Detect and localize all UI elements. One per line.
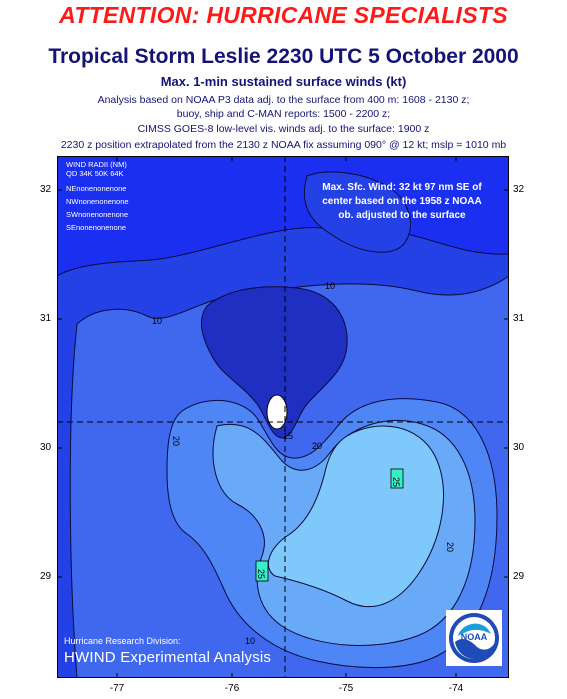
noaa-logo-text: NOAA [460,632,488,642]
lat-tick-right: 32 [513,184,525,195]
lon-tick: -75 [338,683,354,694]
wind-analysis-map [57,156,509,678]
lat-tick-left: 29 [40,571,52,582]
contour-label: 20 [171,436,181,447]
lat-tick-right: 31 [513,313,525,324]
map-subtitle: Max. 1-min sustained surface winds (kt) [160,74,407,89]
contour-label: 10 [325,281,336,291]
contour-label-box-25b [256,561,268,581]
contour-label: 10 [245,636,256,646]
info-line-cimss: CIMSS GOES-8 low-level vis. winds adj. to the surface: 1900 z [137,123,430,135]
contour-label: 20 [445,542,455,553]
max-wind-note-line: ob. adjusted to the surface [338,210,466,221]
lon-tick: -77 [109,683,125,694]
wind-radii-row-sw: SWnonenonenone [66,210,129,219]
info-line-buoy: buoy, ship and C-MAN reports: 1500 - 2200 z; [176,108,391,120]
info-line-p3: Analysis based on NOAA P3 data adj. to the surface from 400 m: 1608 - 2130 z; [97,94,470,106]
storm-center-nodata [267,395,287,429]
info-line-position: 2230 z position extrapolated from the 2130 z NOAA fix assuming 090° @ 12 kt; mslp = 1010 mb [60,139,507,151]
attention-banner: ATTENTION: HURRICANE SPECIALISTS [59,2,508,28]
max-wind-note-line: Max. Sfc. Wind: 32 kt 97 nm SE of [322,182,482,193]
lat-tick-left: 30 [40,442,52,453]
hwind-product-label: HWIND Experimental Analysis [64,649,272,666]
contour-label: 10 [152,316,163,326]
contour-label: 20 [312,441,323,451]
contour-label: 25 [391,477,401,488]
wind-radii-title: WIND RADII (NM) [66,160,127,169]
wind-radii-row-ne: NEnonenonenone [66,184,127,193]
lon-tick: -74 [448,683,464,694]
contour-label: 25 [256,569,266,580]
noaa-logo-icon [446,610,502,666]
contour-label: 15 [283,431,294,441]
contour-label-box-25a [391,469,403,488]
wind-radii-header: QD 34K 50K 64K [66,169,124,178]
lat-tick-right: 30 [513,442,525,453]
wind-radii-row-nw: NWnonenonenone [66,197,129,206]
map-title: Tropical Storm Leslie 2230 UTC 5 October 2000 [48,45,519,68]
wind-radii-row-se: SEnonenonenone [66,223,127,232]
lat-tick-left: 31 [40,313,52,324]
lat-tick-left: 32 [40,184,52,195]
max-wind-note-line: center based on the 1958 z NOAA [322,196,482,207]
max-wind-note [296,181,508,223]
lat-tick-right: 29 [513,571,525,582]
hrd-credit: Hurricane Research Division: [64,636,181,646]
lon-tick: -76 [224,683,240,694]
noaa-logo [446,610,502,666]
